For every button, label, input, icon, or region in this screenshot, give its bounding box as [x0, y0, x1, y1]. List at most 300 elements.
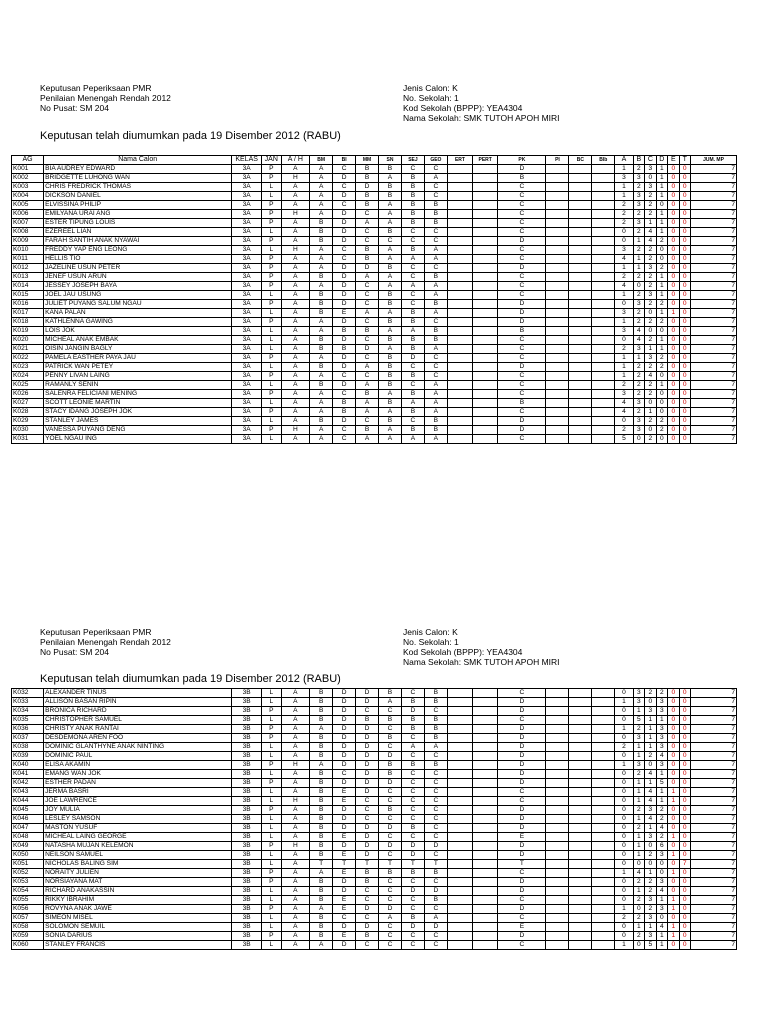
table-cell: 2 — [656, 689, 667, 698]
table-cell: K035 — [12, 716, 44, 725]
table-cell: A — [281, 345, 310, 354]
table-cell: B — [310, 770, 333, 779]
table-cell: CHRIS FREDRICK THOMAS — [44, 183, 232, 192]
table-cell: A — [356, 435, 379, 444]
table-cell: C — [356, 318, 379, 327]
table-cell: 3 — [645, 833, 656, 842]
table-cell: C — [424, 228, 447, 237]
empty-cell — [447, 896, 472, 905]
table-cell: 7 — [690, 408, 736, 417]
table-cell: D — [333, 752, 356, 761]
table-cell: 1 — [615, 264, 633, 273]
table-cell: P — [262, 390, 282, 399]
table-cell: K007 — [12, 219, 44, 228]
table-cell: 0 — [615, 923, 633, 932]
table-cell: C — [356, 896, 379, 905]
empty-cell — [447, 824, 472, 833]
table-cell: K033 — [12, 698, 44, 707]
empty-cell — [569, 707, 592, 716]
table-cell: A — [281, 273, 310, 282]
table-cell: B — [401, 725, 424, 734]
table-cell: C — [424, 372, 447, 381]
table-cell: A — [281, 300, 310, 309]
empty-cell — [569, 779, 592, 788]
empty-cell — [569, 327, 592, 336]
table-cell: 5 — [656, 779, 667, 788]
table-cell: C — [498, 716, 546, 725]
table-cell: 0 — [679, 372, 690, 381]
table-cell: 0 — [679, 725, 690, 734]
table-cell: C — [401, 291, 424, 300]
table-cell: A — [281, 201, 310, 210]
results-table-3b — [11, 688, 737, 950]
table-cell: 7 — [690, 219, 736, 228]
empty-cell — [473, 309, 498, 318]
empty-cell — [569, 914, 592, 923]
table-cell: C — [498, 914, 546, 923]
column-header: PK — [498, 156, 546, 165]
table-cell: A — [281, 851, 310, 860]
table-cell: 3A — [232, 264, 262, 273]
empty-cell — [447, 291, 472, 300]
table-cell: A — [356, 399, 379, 408]
table-cell: D — [498, 905, 546, 914]
table-cell: D — [498, 309, 546, 318]
table-cell: 1 — [645, 345, 656, 354]
table-cell: 1 — [633, 354, 644, 363]
table-row — [12, 752, 737, 761]
table-cell: A — [281, 390, 310, 399]
table-cell: 0 — [668, 815, 679, 824]
table-cell: C — [424, 851, 447, 860]
column-header: C — [645, 156, 656, 165]
table-cell: A — [424, 291, 447, 300]
table-cell: D — [333, 923, 356, 932]
table-cell: 3A — [232, 228, 262, 237]
table-cell: 3A — [232, 372, 262, 381]
table-cell: 0 — [615, 716, 633, 725]
table-cell: 2 — [633, 246, 644, 255]
table-cell: B — [379, 381, 402, 390]
empty-cell — [569, 354, 592, 363]
table-row — [12, 381, 737, 390]
table-cell: KATHLENNA GAWING — [44, 318, 232, 327]
table-cell: 1 — [656, 381, 667, 390]
table-cell: D — [356, 264, 379, 273]
table-cell: C — [333, 435, 356, 444]
empty-cell — [447, 264, 472, 273]
table-cell: 0 — [679, 408, 690, 417]
table-cell: 0 — [645, 860, 656, 869]
empty-cell — [569, 336, 592, 345]
table-cell: C — [401, 932, 424, 941]
table-cell: A — [379, 914, 402, 923]
table-cell: B — [310, 797, 333, 806]
empty-cell — [592, 219, 615, 228]
table-cell: 1 — [656, 932, 667, 941]
table-cell: 1 — [615, 698, 633, 707]
empty-cell — [473, 896, 498, 905]
table-cell: B — [333, 408, 356, 417]
table-cell: 1 — [668, 923, 679, 932]
table-cell: C — [401, 905, 424, 914]
table-row — [12, 417, 737, 426]
table-cell: E — [333, 309, 356, 318]
table-cell: C — [424, 165, 447, 174]
table-cell: A — [379, 282, 402, 291]
table-cell: C — [401, 689, 424, 698]
table-cell: D — [333, 273, 356, 282]
empty-cell — [569, 887, 592, 896]
table-cell: A — [281, 363, 310, 372]
table-cell: 1 — [645, 779, 656, 788]
table-cell: A — [310, 210, 333, 219]
empty-cell — [569, 372, 592, 381]
table-cell: C — [333, 390, 356, 399]
table-cell: A — [401, 399, 424, 408]
announcement: Keputusan telah diumumkan pada 19 Disember 2012 (RABU) — [40, 673, 341, 685]
table-cell: 0 — [615, 707, 633, 716]
table-cell: JAZELINE USUN PETER — [44, 264, 232, 273]
column-header: SN — [379, 156, 402, 165]
table-cell: 1 — [656, 345, 667, 354]
table-row — [12, 273, 737, 282]
table-cell: 0 — [615, 336, 633, 345]
table-cell: 3A — [232, 426, 262, 435]
table-row — [12, 851, 737, 860]
table-cell: L — [262, 941, 282, 950]
table-cell: 7 — [690, 878, 736, 887]
table-cell: 1 — [656, 941, 667, 950]
table-row — [12, 291, 737, 300]
empty-cell — [473, 327, 498, 336]
empty-cell — [569, 237, 592, 246]
table-cell: 0 — [679, 896, 690, 905]
table-cell: C — [379, 932, 402, 941]
empty-cell — [592, 887, 615, 896]
table-cell: 2 — [645, 318, 656, 327]
table-cell: 7 — [690, 417, 736, 426]
table-cell: C — [424, 833, 447, 842]
table-cell: 3B — [232, 860, 262, 869]
empty-cell — [546, 372, 569, 381]
empty-cell — [569, 381, 592, 390]
table-cell: 2 — [645, 255, 656, 264]
table-cell: 0 — [679, 165, 690, 174]
table-row — [12, 842, 737, 851]
table-cell: A — [379, 390, 402, 399]
table-cell: A — [281, 878, 310, 887]
table-cell: 7 — [690, 905, 736, 914]
table-cell: 3B — [232, 725, 262, 734]
table-cell: B — [424, 689, 447, 698]
table-cell: D — [333, 354, 356, 363]
table-cell: D — [333, 417, 356, 426]
table-cell: 0 — [679, 932, 690, 941]
table-cell: 7 — [690, 707, 736, 716]
table-cell: B — [379, 291, 402, 300]
table-cell: 7 — [690, 183, 736, 192]
table-cell: B — [424, 426, 447, 435]
empty-cell — [592, 734, 615, 743]
table-row — [12, 941, 737, 950]
table-cell: C — [424, 788, 447, 797]
empty-cell — [592, 707, 615, 716]
table-cell: B — [424, 698, 447, 707]
empty-cell — [546, 707, 569, 716]
table-cell: P — [262, 174, 282, 183]
table-cell: PATRICK WAN PETEY — [44, 363, 232, 372]
empty-cell — [546, 174, 569, 183]
table-cell: 0 — [615, 860, 633, 869]
table-cell: 7 — [690, 273, 736, 282]
empty-cell — [473, 255, 498, 264]
table-row — [12, 770, 737, 779]
exam-info-left — [40, 627, 171, 657]
table-cell: C — [498, 941, 546, 950]
table-cell: B — [424, 761, 447, 770]
table-row — [12, 318, 737, 327]
table-cell: 0 — [668, 770, 679, 779]
empty-cell — [569, 869, 592, 878]
table-row — [12, 228, 737, 237]
table-cell: 0 — [668, 381, 679, 390]
table-cell: T — [401, 860, 424, 869]
table-row — [12, 327, 737, 336]
table-cell: 6 — [656, 842, 667, 851]
table-cell: 3B — [232, 716, 262, 725]
table-cell: 1 — [656, 228, 667, 237]
table-cell: 0 — [656, 435, 667, 444]
empty-cell — [447, 399, 472, 408]
table-cell: B — [424, 896, 447, 905]
table-cell: B — [379, 399, 402, 408]
empty-cell — [546, 788, 569, 797]
table-cell: 0 — [656, 246, 667, 255]
table-cell: K021 — [12, 345, 44, 354]
table-cell: K041 — [12, 770, 44, 779]
column-header: SEJ — [401, 156, 424, 165]
table-cell: B — [310, 806, 333, 815]
table-cell: P — [262, 707, 282, 716]
empty-cell — [473, 336, 498, 345]
table-cell: L — [262, 309, 282, 318]
table-cell: D — [333, 842, 356, 851]
empty-cell — [569, 770, 592, 779]
table-cell: CHRISTY ANAK RANTAI — [44, 725, 232, 734]
table-cell: P — [262, 273, 282, 282]
table-cell: B — [401, 698, 424, 707]
table-cell: A — [281, 779, 310, 788]
table-cell: 0 — [679, 399, 690, 408]
table-cell: 2 — [645, 752, 656, 761]
table-cell: 0 — [668, 345, 679, 354]
table-cell: L — [262, 417, 282, 426]
table-cell: B — [424, 210, 447, 219]
table-cell: B — [401, 390, 424, 399]
table-cell: ELVISSINA PHILIP — [44, 201, 232, 210]
table-cell: 0 — [615, 815, 633, 824]
table-cell: D — [333, 237, 356, 246]
table-cell: C — [333, 372, 356, 381]
empty-cell — [546, 824, 569, 833]
empty-cell — [592, 246, 615, 255]
column-header: JAN — [262, 156, 282, 165]
empty-cell — [569, 363, 592, 372]
table-cell: C — [401, 797, 424, 806]
table-row — [12, 833, 737, 842]
table-cell: 0 — [668, 743, 679, 752]
empty-cell — [592, 318, 615, 327]
table-cell: A — [281, 255, 310, 264]
table-cell: B — [424, 300, 447, 309]
table-cell: A — [281, 417, 310, 426]
table-cell: 1 — [633, 842, 644, 851]
table-cell: 3A — [232, 399, 262, 408]
table-cell: D — [498, 264, 546, 273]
table-row — [12, 788, 737, 797]
empty-cell — [569, 426, 592, 435]
table-cell: 2 — [633, 363, 644, 372]
table-cell: P — [262, 354, 282, 363]
empty-cell — [569, 390, 592, 399]
table-cell: A — [379, 408, 402, 417]
empty-cell — [569, 345, 592, 354]
column-header: A / H — [281, 156, 310, 165]
table-cell: SALENRA FELICIANI MENING — [44, 390, 232, 399]
table-cell: A — [310, 192, 333, 201]
empty-cell — [473, 923, 498, 932]
table-cell: B — [310, 779, 333, 788]
table-cell: A — [281, 941, 310, 950]
table-cell: 7 — [690, 228, 736, 237]
table-cell: C — [333, 770, 356, 779]
empty-cell — [473, 689, 498, 698]
table-cell: 3A — [232, 174, 262, 183]
empty-cell — [473, 183, 498, 192]
table-cell: C — [379, 896, 402, 905]
table-cell: 0 — [615, 842, 633, 851]
empty-cell — [592, 914, 615, 923]
table-cell: C — [498, 201, 546, 210]
empty-cell — [569, 923, 592, 932]
empty-cell — [569, 761, 592, 770]
empty-cell — [473, 815, 498, 824]
table-cell: EMANG WAN JOK — [44, 770, 232, 779]
table-row — [12, 734, 737, 743]
table-row — [12, 246, 737, 255]
table-cell: C — [401, 779, 424, 788]
empty-cell — [592, 381, 615, 390]
empty-cell — [592, 282, 615, 291]
table-cell: C — [401, 752, 424, 761]
empty-cell — [592, 932, 615, 941]
table-cell: P — [262, 932, 282, 941]
empty-cell — [546, 815, 569, 824]
table-cell: T — [333, 860, 356, 869]
table-cell: 1 — [615, 363, 633, 372]
table-cell: 3 — [633, 417, 644, 426]
table-cell: K018 — [12, 318, 44, 327]
table-cell: C — [379, 833, 402, 842]
table-cell: BRONICA RICHARD — [44, 707, 232, 716]
table-cell: K009 — [12, 237, 44, 246]
table-cell: 0 — [668, 426, 679, 435]
table-cell: L — [262, 833, 282, 842]
table-cell: A — [424, 174, 447, 183]
table-row — [12, 363, 737, 372]
table-cell: 1 — [656, 219, 667, 228]
table-cell: 0 — [679, 743, 690, 752]
table-cell: 5 — [633, 716, 644, 725]
table-cell: 2 — [656, 833, 667, 842]
table-cell: 7 — [690, 806, 736, 815]
table-cell: PENNY LIVAN LAING — [44, 372, 232, 381]
table-cell: 7 — [690, 192, 736, 201]
table-cell: C — [424, 932, 447, 941]
empty-cell — [473, 408, 498, 417]
table-cell: 2 — [656, 426, 667, 435]
empty-cell — [447, 743, 472, 752]
empty-cell — [569, 228, 592, 237]
candidate-type: Jenis Calon: K — [403, 83, 458, 93]
table-cell: K016 — [12, 300, 44, 309]
table-cell: A — [424, 381, 447, 390]
table-cell: 0 — [656, 390, 667, 399]
table-cell: B — [379, 336, 402, 345]
table-cell: B — [498, 399, 546, 408]
table-cell: C — [424, 905, 447, 914]
table-cell: C — [498, 183, 546, 192]
table-cell: A — [310, 725, 333, 734]
table-cell: 0 — [615, 752, 633, 761]
empty-cell — [592, 725, 615, 734]
table-cell: B — [310, 896, 333, 905]
column-header: Blb — [592, 156, 615, 165]
table-cell: 2 — [645, 282, 656, 291]
table-cell: 1 — [615, 354, 633, 363]
table-cell: 4 — [656, 887, 667, 896]
table-cell: L — [262, 192, 282, 201]
table-cell: 3 — [633, 399, 644, 408]
empty-cell — [592, 399, 615, 408]
table-cell: 0 — [615, 770, 633, 779]
empty-cell — [546, 869, 569, 878]
table-cell: P — [262, 725, 282, 734]
empty-cell — [473, 291, 498, 300]
table-cell: 1 — [668, 788, 679, 797]
table-cell: 2 — [656, 264, 667, 273]
table-cell: 3 — [615, 309, 633, 318]
table-cell: NORAITY JULIEN — [44, 869, 232, 878]
table-cell: K050 — [12, 851, 44, 860]
column-header: A — [615, 156, 633, 165]
table-cell: 0 — [645, 842, 656, 851]
empty-cell — [569, 851, 592, 860]
table-cell: L — [262, 797, 282, 806]
empty-cell — [473, 345, 498, 354]
table-cell: B — [310, 932, 333, 941]
table-cell: 0 — [679, 174, 690, 183]
table-cell: H — [281, 761, 310, 770]
school-code: Kod Sekolah (BPPP): YEA4304 — [403, 647, 523, 657]
table-cell: 7 — [690, 797, 736, 806]
table-cell: D — [356, 779, 379, 788]
table-cell: 7 — [690, 291, 736, 300]
table-cell: STANLEY FRANCIS — [44, 941, 232, 950]
table-cell: 3 — [656, 707, 667, 716]
table-cell: C — [379, 878, 402, 887]
